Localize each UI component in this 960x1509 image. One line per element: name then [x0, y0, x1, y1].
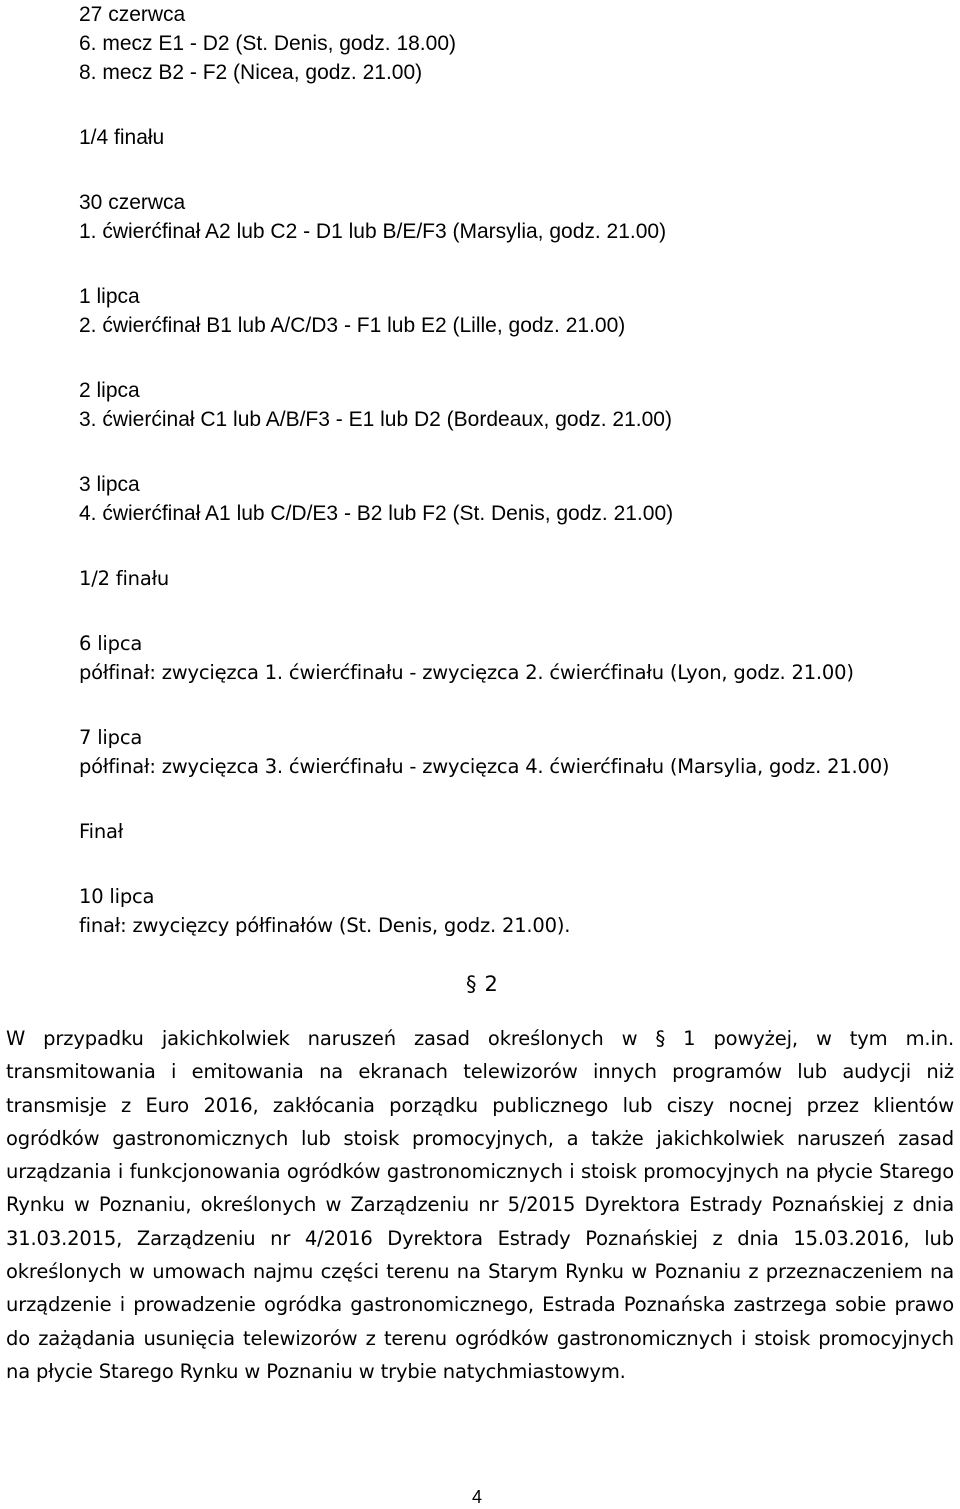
date-label: 3 lipca [79, 473, 140, 496]
date-label: 10 lipca [79, 885, 155, 908]
section-number: 2 [484, 972, 498, 996]
date-label: 1 lipca [79, 285, 140, 308]
match-line: półfinał: zwycięzca 3. ćwierćfinału - zwycięzca 4. ćwierćfinału (Marsylia, godz. 21.00) [79, 755, 890, 778]
section-paragraph: W przypadku jakichkolwiek naruszeń zasad określonych w § 1 powyżej, w tym m.in. transmitowania i emitowania na ekranach telewizorów innych programów lub audycji niż transmisje z Euro 2016, zakłócania porządku publicznego lub ciszy nocnej przez klientów ogródków gastronomicznych lub stoisk promocyjnych, a także jakichkolwiek naruszeń zasad urządzania i funkcjonowania ogródków gastronomicznych i stoisk promocyjnych na płycie Starego Rynku w Poznaniu, określonych w Zarządzeniu nr 5/2015 Dyrektora Estrady Poznańskiej z dnia 31.03.2015, Zarządzeniu nr 4/2016 Dyrektora Estrady Poznańskiej z dnia 15.03.2016, lub określonych w umowach najmu części terenu na Starym Rynku w Poznaniu z przeznaczeniem na urządzenie i prowadzenie ogródka gastronomicznego, Estrada Poznańska zastrzega sobie prawo do zażądania usunięcia telewizorów z terenu ogródków gastronomicznych i stoisk promocyjnych na płycie Starego Rynku w Poznaniu w trybie natychmiastowym. [6, 1027, 954, 1383]
spacer [79, 781, 939, 817]
spacer [79, 87, 939, 123]
match-line: 3. ćwierćinał C1 lub A/B/F3 - E1 lub D2 (Bordeaux, godz. 21.00) [79, 408, 672, 431]
match-line: 4. ćwierćfinał A1 lub C/D/E3 - B2 lub F2 (St. Denis, godz. 21.00) [79, 502, 674, 525]
stage-heading-semifinals: 1/2 finału [79, 567, 170, 590]
spacer [79, 687, 939, 723]
match-line: półfinał: zwycięzca 1. ćwierćfinału - zwycięzca 2. ćwierćfinału (Lyon, godz. 21.00) [79, 661, 854, 684]
spacer [79, 434, 939, 470]
match-line: 8. mecz B2 - F2 (Nicea, godz. 21.00) [79, 61, 423, 84]
match-line: 2. ćwierćfinał B1 lub A/C/D3 - F1 lub E2 (Lille, godz. 21.00) [79, 314, 626, 337]
date-label: 2 lipca [79, 379, 140, 402]
spacer [79, 246, 939, 282]
spacer [79, 152, 939, 188]
stage-heading-final: Finał [79, 820, 124, 843]
date-label: 30 czerwca [79, 191, 186, 214]
date-label: 7 lipca [79, 726, 143, 749]
match-line: 6. mecz E1 - D2 (St. Denis, godz. 18.00) [79, 32, 456, 55]
section-heading [466, 970, 498, 999]
date-label: 6 lipca [79, 632, 143, 655]
section-symbol: § [466, 972, 477, 996]
match-line: finał: zwycięzcy półfinałów (St. Denis, godz. 21.00). [79, 914, 571, 937]
match-line: 1. ćwierćfinał A2 lub C2 - D1 lub B/E/F3 (Marsylia, godz. 21.00) [79, 220, 667, 243]
date-label: 27 czerwca [79, 3, 186, 26]
spacer [79, 528, 939, 564]
match-schedule [79, 0, 939, 940]
stage-heading-quarterfinals: 1/4 finału [79, 126, 165, 149]
spacer [79, 340, 939, 376]
spacer [79, 846, 939, 882]
page-number: 4 [472, 1487, 483, 1507]
spacer [79, 593, 939, 629]
